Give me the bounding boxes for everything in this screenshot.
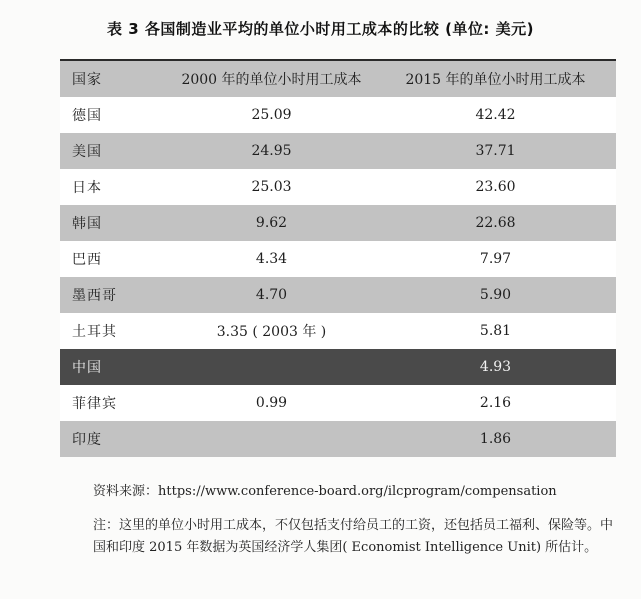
value-2015-cell: 2.16: [479, 395, 512, 411]
country-cell: 中国: [72, 360, 102, 376]
country-cell: 美国: [72, 144, 102, 160]
table-row: [60, 169, 616, 205]
country-cell: 墨西哥: [72, 288, 117, 304]
source-note: 资料来源：https://www.conference-board.org/ilcprogram/compensation: [93, 484, 557, 499]
table-row: [60, 421, 616, 457]
value-2000-cell: 3.35 ( 2003 年 ): [216, 324, 327, 340]
header-2000: 2000 年的单位小时用工成本: [181, 72, 362, 88]
value-2000-cell: 4.34: [255, 251, 288, 267]
value-2015-cell: 4.93: [479, 359, 512, 375]
country-cell: 印度: [72, 432, 102, 448]
table-title: 表 3 各国制造业平均的单位小时用工成本的比较 (单位: 美元): [106, 20, 535, 38]
table-row: [60, 205, 616, 241]
table-row-highlighted: [60, 349, 616, 385]
value-2015-cell: 22.68: [475, 215, 516, 231]
value-2015-cell: 5.81: [479, 323, 512, 339]
value-2015-cell: 23.60: [475, 179, 516, 195]
value-2000-cell: 24.95: [251, 143, 292, 159]
value-2015-cell: 7.97: [479, 251, 512, 267]
country-cell: 德国: [72, 108, 102, 124]
value-2000-cell: 25.09: [251, 107, 292, 123]
value-2000-cell: 9.62: [255, 215, 288, 231]
country-cell: 菲律宾: [72, 396, 117, 412]
value-2015-cell: 1.86: [479, 431, 512, 447]
value-2000-cell: 0.99: [255, 395, 288, 411]
value-2015-cell: 37.71: [475, 143, 516, 159]
table-row: [60, 313, 616, 349]
table-row: [60, 241, 616, 277]
country-cell: 巴西: [72, 252, 102, 268]
labor-cost-table: [60, 59, 616, 457]
value-2000-cell: 25.03: [251, 179, 292, 195]
table-row: [60, 277, 616, 313]
country-cell: 日本: [72, 180, 102, 196]
footnote: 注：这里的单位小时用工成本，不仅包括支付给员工的工资，还包括员工福利、保险等。中国和印度 2015 年数据为英国经济学人集团( Economist Intelligence Unit) 所估计。: [93, 518, 614, 555]
value-2015-cell: 42.42: [475, 107, 516, 123]
table-row: [60, 97, 616, 133]
country-cell: 土耳其: [72, 324, 117, 340]
table-header-row: [60, 61, 616, 97]
table-row: [60, 133, 616, 169]
country-cell: 韩国: [72, 216, 102, 232]
header-country: 国家: [72, 72, 102, 88]
value-2015-cell: 5.90: [479, 287, 512, 303]
table-row: [60, 385, 616, 421]
value-2000-cell: 4.70: [255, 287, 288, 303]
header-2015: 2015 年的单位小时用工成本: [405, 72, 586, 88]
